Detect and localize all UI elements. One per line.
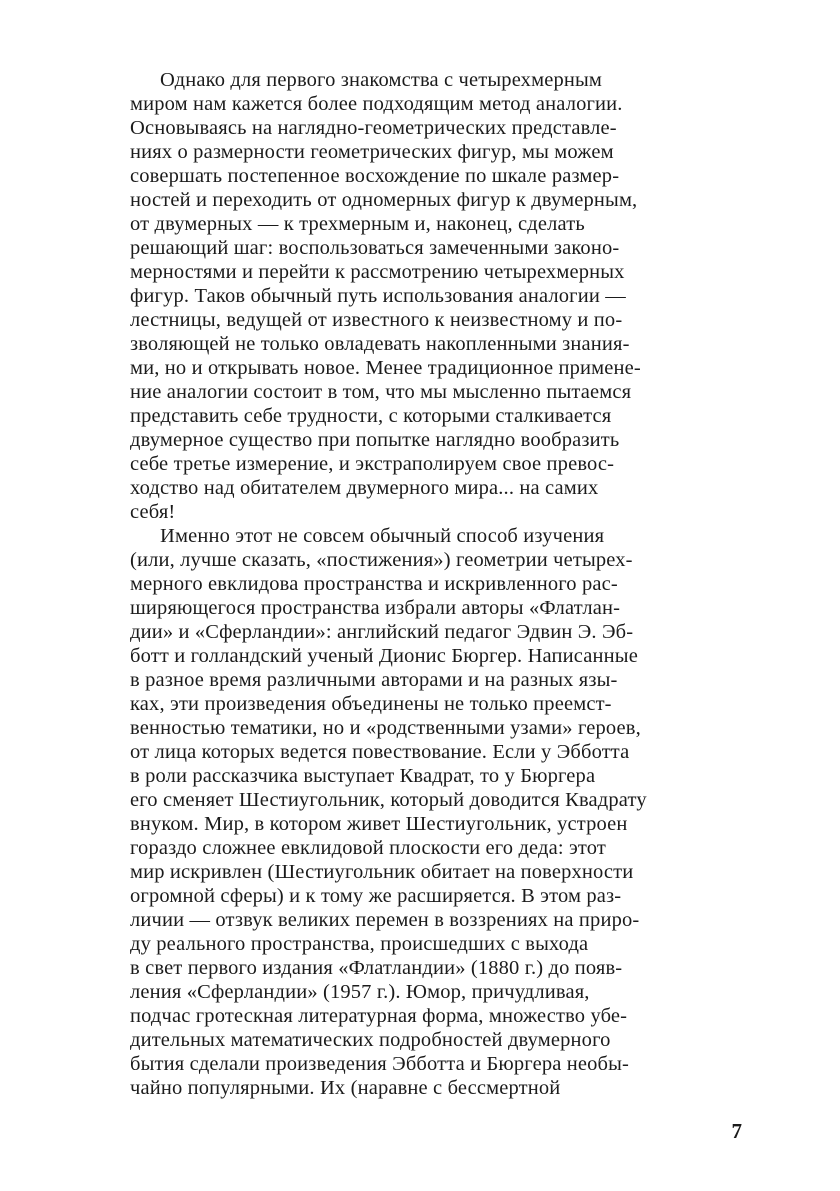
text-line: двумерное существо при попытке наглядно вообразить — [130, 429, 620, 451]
text-line: Однако для первого знакомства с четырехмерным — [160, 69, 603, 91]
text-line: ми, но и открывать новое. Менее традиционное примене- — [130, 357, 641, 379]
text-line: ходство над обитателем двумерного мира... на самих — [130, 477, 599, 499]
text-line: ботт и голландский ученый Дионис Бюргер. Написанные — [130, 645, 638, 667]
text-line: мерностями и перейти к рассмотрению четырехмерных — [130, 261, 625, 283]
text-line: в разное время различными авторами и на разных язы- — [130, 669, 618, 691]
text-line: ления «Сферландии» (1957 г.). Юмор, причудливая, — [130, 981, 590, 1003]
text-line: фигур. Таков обычный путь использования аналогии — — [130, 285, 626, 307]
text-line: дительных математических подробностей двумерного — [130, 1029, 611, 1051]
text-line: дии» и «Сферландии»: английский педагог Эдвин Э. Эб- — [130, 621, 634, 643]
text-line: огромной сферы) и к тому же расширяется. В этом раз- — [130, 885, 622, 907]
text-line: ширяющегося пространства избрали авторы «Флатлан- — [130, 597, 621, 619]
text-line: в свет первого издания «Флатландии» (1880 г.) до появ- — [130, 957, 623, 979]
text-line: подчас гротескная литературная форма, множество убе- — [130, 1005, 628, 1027]
text-line: миром нам кажется более подходящим метод аналогии. — [130, 93, 623, 115]
text-line: ниях о размерности геометрических фигур, мы можем — [130, 141, 614, 163]
paragraph-2 — [130, 524, 744, 1100]
text-line: бытия сделали произведения Эбботта и Бюргера необы- — [130, 1053, 630, 1075]
text-line: от двумерных — к трехмерным и, наконец, сделать — [130, 213, 585, 235]
text-line: лестницы, ведущей от известного к неизвестному и по- — [130, 309, 623, 331]
text-line: мерного евклидова пространства и искривленного рас- — [130, 573, 618, 595]
text-line: личии — отзвук великих перемен в воззрениях на приро- — [130, 909, 640, 931]
text-line: от лица которых ведется повествование. Если у Эбботта — [130, 741, 630, 763]
text-line: Основываясь на наглядно-геометрических представле- — [130, 117, 617, 139]
text-line: в роли рассказчика выступает Квадрат, то у Бюргера — [130, 765, 596, 787]
text-line: внуком. Мир, в котором живет Шестиугольник, устроен — [130, 813, 628, 835]
text-line: мир искривлен (Шестиугольник обитает на поверхности — [130, 861, 634, 883]
text-line: гораздо сложнее евклидовой плоскости его деда: этот — [130, 837, 607, 859]
paragraph-1 — [130, 68, 744, 524]
text-line: зволяющей не только овладевать накопленными знания- — [130, 333, 630, 355]
text-line: представить себе трудности, с которыми сталкивается — [130, 405, 612, 427]
text-line: чайно популярными. Их (наравне с бессмертной — [130, 1077, 561, 1099]
text-line: совершать постепенное восхождение по шкале размер- — [130, 165, 620, 187]
text-line: ках, эти произведения объединены не только преемст- — [130, 693, 612, 715]
text-line: Именно этот не совсем обычный способ изучения — [160, 525, 605, 547]
text-line: венностью тематики, но и «родственными узами» героев, — [130, 717, 641, 739]
text-line: ние аналогии состоит в том, что мы мысленно пытаемся — [130, 381, 632, 403]
text-line: решающий шаг: воспользоваться замеченными законо- — [130, 237, 620, 259]
page-number: 7 — [731, 1119, 742, 1143]
page-text — [130, 68, 744, 1100]
text-line: его сменяет Шестиугольник, который доводится Квадрату — [130, 789, 647, 811]
text-line: ду реального пространства, происшедших с выхода — [130, 933, 589, 955]
text-line: ностей и переходить от одномерных фигур к двумерным, — [130, 189, 638, 211]
text-line: себя! — [130, 501, 176, 523]
text-line: себе третье измерение, и экстраполируем свое превос- — [130, 453, 615, 475]
text-line: (или, лучше сказать, «постижения») геометрии четырех- — [130, 549, 633, 571]
